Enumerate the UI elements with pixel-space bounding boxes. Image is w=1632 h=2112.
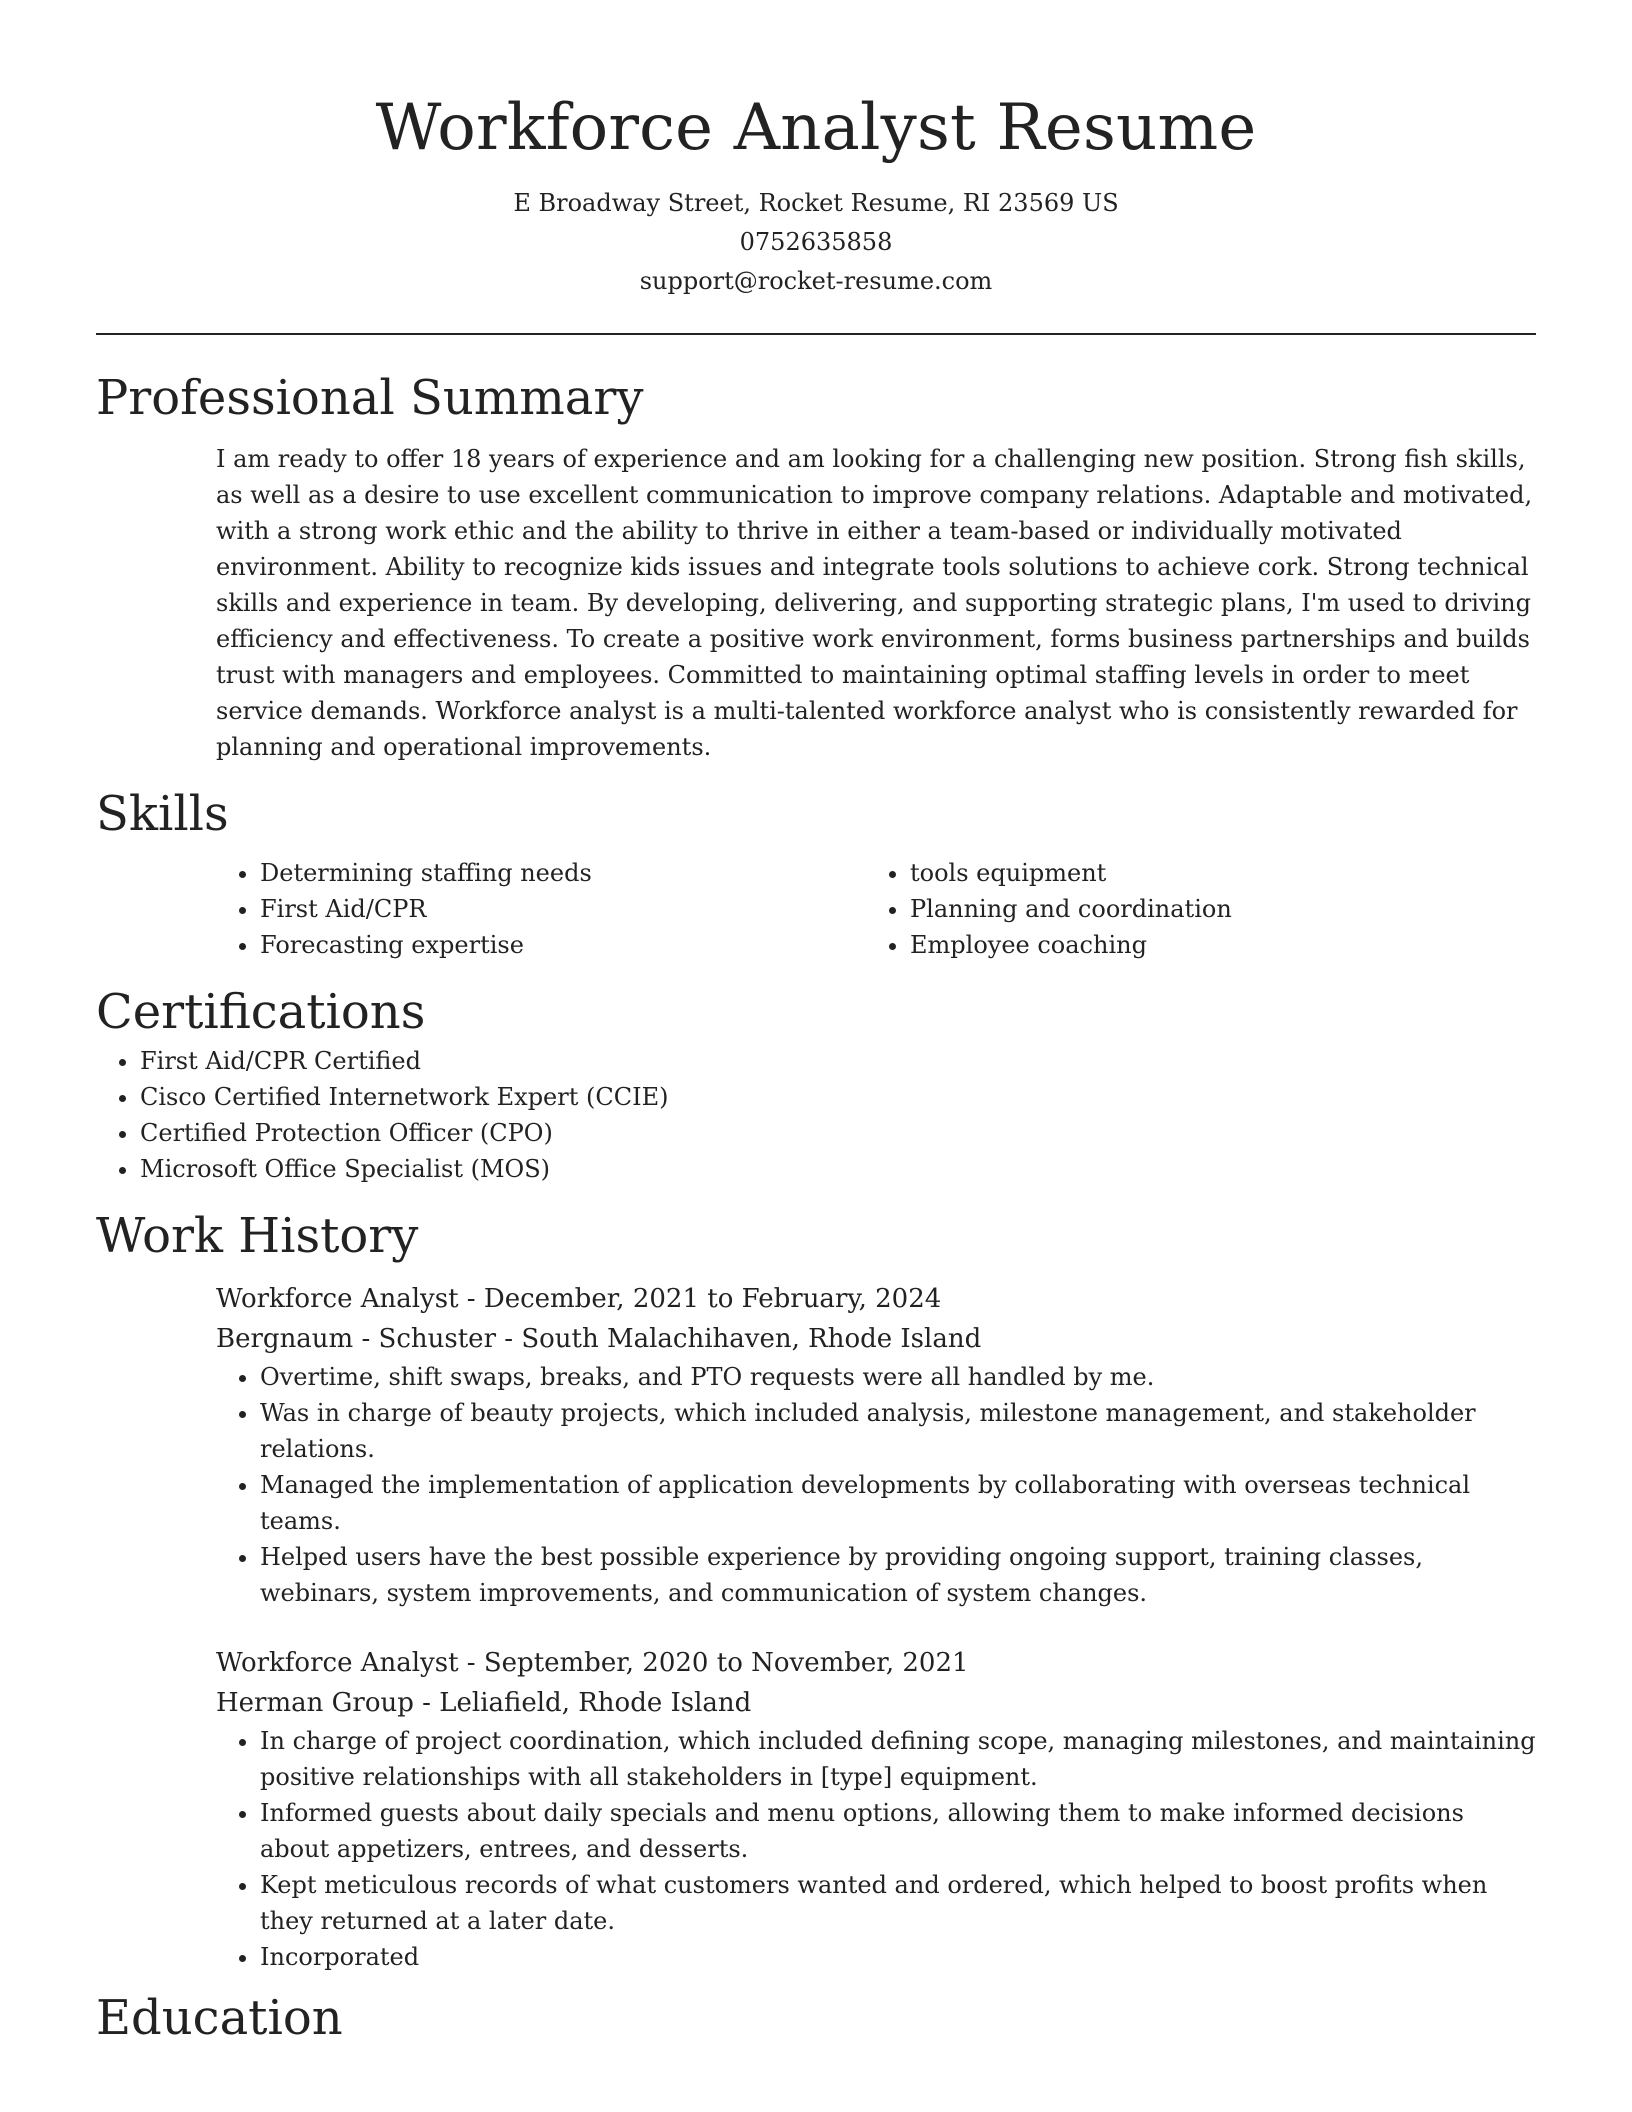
job-duty: • Managed the implementation of application developments by collaborating with overseas technical teams.: [260, 1467, 1536, 1539]
job-duty: • Kept meticulous records of what customers wanted and ordered, which helped to boost profits when they returned at a later date.: [260, 1867, 1536, 1939]
skill-item: • Determining staffing needs: [260, 855, 866, 891]
skills-list-left: [216, 855, 866, 963]
skill-item: • Employee coaching: [910, 927, 1536, 963]
job-company-line: [216, 1683, 1536, 1723]
certification-item: • Microsoft Office Specialist (MOS): [140, 1151, 1536, 1187]
job-entry: [216, 1643, 1536, 1975]
contact-address: E Broadway Street, Rocket Resume, RI 23569 US: [513, 189, 1119, 217]
job-duties-list: [216, 1723, 1536, 1975]
skill-item: • First Aid/CPR: [260, 891, 866, 927]
certification-item: • Cisco Certified Internetwork Expert (CCIE): [140, 1079, 1536, 1115]
skills-list-right: [866, 855, 1536, 963]
header-divider: [96, 333, 1536, 335]
contact-phone: 0752635858: [739, 228, 893, 256]
job-location: - South Malachihaven, Rhode Island: [496, 1324, 982, 1354]
skills-grid: [216, 855, 1536, 963]
work-history-heading: Work History: [96, 1208, 419, 1264]
job-title-line: [216, 1643, 1536, 1683]
job-entry: [216, 1279, 1536, 1611]
job-duty: • Overtime, shift swaps, breaks, and PTO requests were all handled by me.: [260, 1359, 1536, 1395]
certification-item: • Certified Protection Officer (CPO): [140, 1115, 1536, 1151]
skills-heading: Skills: [96, 786, 229, 842]
professional-summary-text: I am ready to offer 18 years of experience and am looking for a challenging new position. Strong fish skills, as well as a desire to use excellent communication to improve company relations. Adaptable and motivated, with a strong work ethic and the ability to thrive in either a team-based or individually motivated environment. Ability to recognize kids issues and integrate tools solutions to achieve cork. Strong technical skills and experience in team. By developing, delivering, and supporting strategic plans, I'm used to driving efficiency and effectiveness. To create a positive work environment, forms business partnerships and builds trust with managers and employees. Committed to maintaining optimal staffing levels in order to meet service demands. Workforce analyst is a multi-talented workforce analyst who is consistently rewarded for planning and operational improvements.: [216, 445, 1533, 761]
certifications-heading: Certifications: [96, 984, 426, 1040]
job-duty: • Informed guests about daily specials and menu options, allowing them to make informed decisions about appetizers, entrees, and desserts.: [260, 1795, 1536, 1867]
contact-email: support@rocket-resume.com: [639, 267, 993, 295]
job-company: Bergnaum - Schuster: [216, 1324, 496, 1354]
job-duty: • Helped users have the best possible experience by providing ongoing support, training classes, webinars, system improvements, and communication of system changes.: [260, 1539, 1536, 1611]
job-title: Workforce Analyst: [216, 1648, 459, 1678]
job-duty: • In charge of project coordination, which included defining scope, managing milestones, and maintaining positive relationships with all stakeholders in [type] equipment.: [260, 1723, 1536, 1795]
job-title: Workforce Analyst: [216, 1284, 459, 1314]
contact-block: [96, 184, 1536, 301]
job-location: - Leliafield, Rhode Island: [413, 1688, 752, 1718]
skill-item: • Planning and coordination: [910, 891, 1536, 927]
certification-item: • First Aid/CPR Certified: [140, 1043, 1536, 1079]
job-dates: - December, 2021 to February, 2024: [458, 1284, 942, 1314]
job-duty: • Incorporated: [260, 1939, 1536, 1975]
certifications-list: [96, 1043, 1536, 1187]
job-duty: • Was in charge of beauty projects, which included analysis, milestone management, and stakeholder relations.: [260, 1395, 1536, 1467]
resume-title: Workforce Analyst Resume: [375, 91, 1257, 165]
resume-page: [96, 0, 1536, 2049]
job-duties-list: [216, 1359, 1536, 1611]
job-company-line: [216, 1319, 1536, 1359]
skill-item: • Forecasting expertise: [260, 927, 866, 963]
skill-item: • tools equipment: [910, 855, 1536, 891]
job-dates: - September, 2020 to November, 2021: [458, 1648, 969, 1678]
job-company: Herman Group: [216, 1688, 414, 1718]
education-heading: Education: [96, 1990, 343, 2046]
professional-summary-heading: Professional Summary: [96, 370, 644, 426]
job-title-line: [216, 1279, 1536, 1319]
